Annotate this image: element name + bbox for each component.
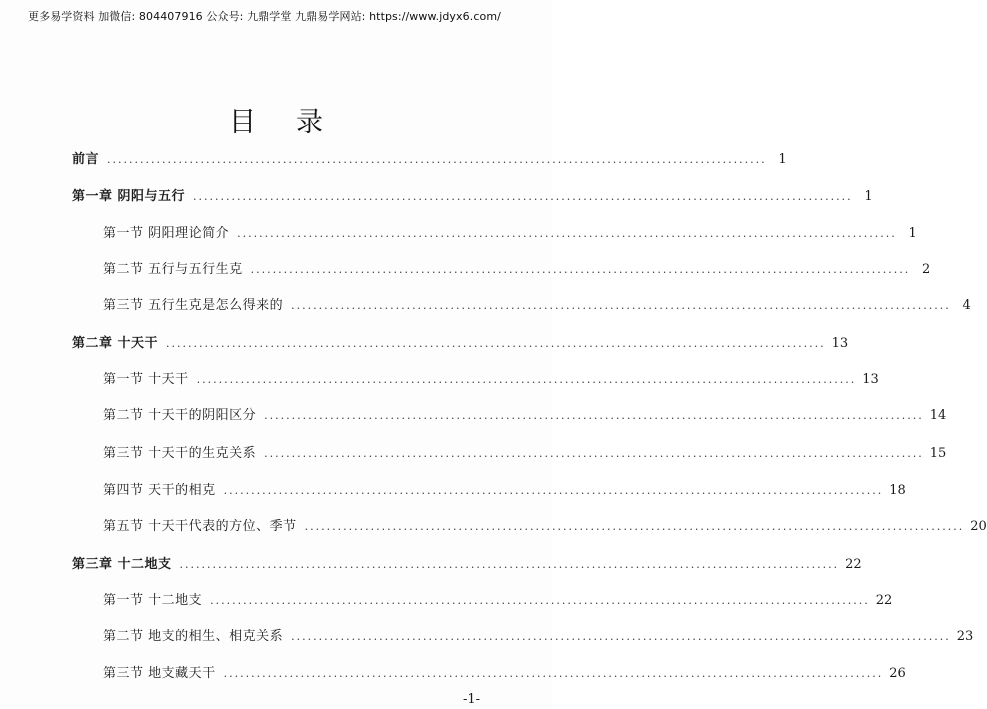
toc-section-entry[interactable]: [103, 297, 971, 315]
toc-section-entry[interactable]: [103, 628, 974, 646]
toc-entry-label: 第一节 十二地支: [103, 593, 203, 608]
dot-leader: ........................................................................................................................: [291, 299, 951, 312]
dot-leader: ........................................................................................................................: [250, 263, 911, 276]
toc-entry-page-number: 1: [864, 189, 873, 204]
toc-entry-page-number: 20: [970, 519, 987, 534]
toc-chapter-entry[interactable]: [72, 556, 862, 574]
page-number: -1-: [462, 692, 480, 707]
toc-entry-label: 第三章 十二地支: [72, 557, 172, 572]
dot-leader: ........................................................................................................................: [304, 520, 965, 533]
header-watermark-text: 更多易学资料 加微信: 804407916 公众号: 九鼎学堂 九鼎易学网站: https://www.jdyx6.com/: [28, 10, 501, 23]
dot-leader: ........................................................................................................................: [166, 337, 826, 350]
dot-leader: ........................................................................................................................: [210, 594, 870, 607]
toc-section-entry[interactable]: [103, 665, 906, 683]
toc-section-entry[interactable]: [103, 518, 987, 536]
dot-leader: ........................................................................................................................: [179, 558, 840, 571]
toc-chapter-entry[interactable]: [72, 151, 787, 169]
toc-entry-label: 前言: [72, 152, 100, 167]
toc-entry-page-number: 14: [929, 408, 947, 423]
toc-entry-label: 第四节 天干的相克: [103, 483, 216, 498]
toc-title: 目录: [229, 107, 363, 138]
toc-entry-label: 第二节 五行与五行生克: [103, 262, 243, 277]
toc-section-entry[interactable]: [103, 407, 947, 425]
toc-entry-page-number: 1: [908, 226, 917, 241]
toc-entry-label: 第五节 十天干代表的方位、季节: [103, 519, 297, 534]
dot-leader: ........................................................................................................................: [264, 447, 924, 460]
toc-entry-label: 第三节 五行生克是怎么得来的: [103, 298, 284, 313]
toc-section-entry[interactable]: [103, 592, 893, 610]
dot-leader: ........................................................................................................................: [264, 409, 924, 422]
toc-section-entry[interactable]: [103, 371, 879, 389]
toc-entry-page-number: 22: [875, 593, 893, 608]
dot-leader: ........................................................................................................................: [237, 227, 897, 240]
toc-entry-page-number: 4: [962, 298, 971, 313]
toc-entry-page-number: 15: [929, 446, 947, 461]
dot-leader: ........................................................................................................................: [193, 190, 853, 203]
toc-section-entry[interactable]: [103, 261, 931, 279]
toc-entry-page-number: 18: [889, 483, 906, 498]
dot-leader: ........................................................................................................................: [223, 667, 884, 680]
toc-chapter-entry[interactable]: [72, 335, 849, 353]
toc-section-entry[interactable]: [103, 225, 917, 243]
toc-entry-label: 第一节 阴阳理论简介: [103, 226, 230, 241]
toc-entry-label: 第一节 十天干: [103, 372, 189, 387]
toc-entry-page-number: 23: [956, 629, 974, 644]
dot-leader: ........................................................................................................................: [223, 484, 884, 497]
dot-leader: ........................................................................................................................: [196, 373, 857, 386]
toc-entry-page-number: 2: [921, 262, 931, 277]
toc-entry-page-number: 13: [831, 336, 849, 351]
toc-entry-label: 第三节 地支藏天干: [103, 666, 216, 681]
toc-entry-page-number: 13: [862, 372, 879, 387]
dot-leader: ........................................................................................................................: [107, 153, 767, 166]
toc-entry-label: 第二节 十天干的阴阳区分: [103, 408, 257, 423]
toc-entry-page-number: 26: [889, 666, 906, 681]
toc-section-entry[interactable]: [103, 445, 947, 463]
dot-leader: ........................................................................................................................: [291, 630, 951, 643]
toc-entry-page-number: 22: [845, 557, 862, 572]
toc-entry-page-number: 1: [778, 152, 787, 167]
toc-entry-label: 第二章 十天干: [72, 336, 159, 351]
toc-entry-label: 第一章 阴阳与五行: [72, 189, 186, 204]
toc-chapter-entry[interactable]: [72, 188, 873, 206]
toc-entry-label: 第二节 地支的相生、相克关系: [103, 629, 284, 644]
toc-section-entry[interactable]: [103, 482, 906, 500]
toc-entry-label: 第三节 十天干的生克关系: [103, 446, 257, 461]
